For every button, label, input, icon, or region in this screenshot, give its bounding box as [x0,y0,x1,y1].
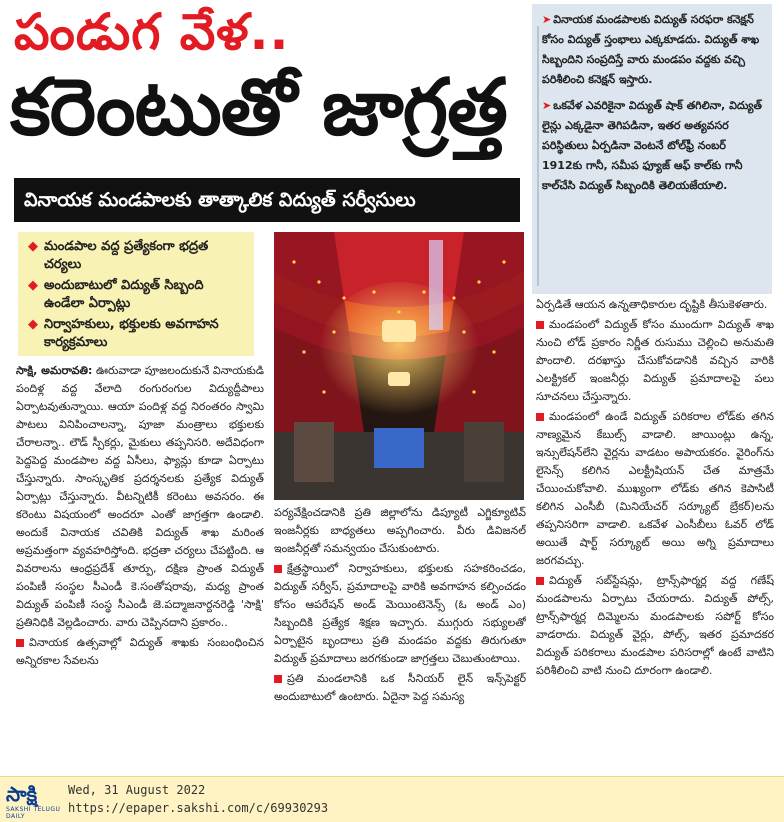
arrow-bullet-icon: ➤ [542,99,552,112]
sidebox-item: ➤ వినాయక మండపాలకు విద్యుత్ సరఫరా కనెక్షన్ కోసం విద్యుత్ స్తంభాలు ఎక్కకూడదు. విద్యుత్ శాఖ సిబ్బందిని సంప్రదిస్తే వారు మండపం వద్దకు వచ్చి పరిశీలించి కనెక్షన్ ఇస్తారు. [542,13,760,86]
epaper-link[interactable]: https://epaper.sakshi.com/c/69930293 [68,801,329,815]
article-bullet: ప్రతి మండలానికి ఒక సీనియర్ లైన్ ఇన్స్‌పెక్టర్ అందుబాటులో ఉంటారు. ఏదైనా పెద్ద సమస్య [274,672,526,703]
article-bullet: మండపంలో ఉండే విద్యుత్ పరికరాల లోడ్‌కు తగిన నాణ్యమైన కేబుల్స్ వాడాలి. జాయింట్లు ఉన్న, ఇన్సులేషన్‌లేని వైర్లను వాడటం అపాయకరం. వైరింగ్‌ను లైసెన్స్ కలిగిన ఎలక్ట్రీషియన్ చేత మాత్రమే చేయించుకోవాలి. ముఖ్యంగా లోడ్‌కు తగిన కెపాసిటీ కలిగిన ఎంసీబీ (మినియేచర్ సర్క్యూట్ బ్రేకర్)లను తప్పనిసరిగా వాడాలి. ఒకవేళ ఎంసీబీలు ఓవర్ లోడ్ అయితే షార్ట్ సర్క్యూట్ అయి అగ్ని ప్రమాదాలు జరగవచ్చు. [536,410,774,567]
mandapam-lights-photo [274,232,524,500]
article-bullet: విద్యుత్ సబ్‌స్టేషన్లు, ట్రాన్స్‌ఫార్మర్ల వద్ద గణేష్ మండపాలను ఏర్పాటు చేయరాదు. విద్యుత్ పోల్స్, ట్రాన్స్‌ఫార్మర్ల దిమ్మెలను మండపాలకు సపోర్ట్ కోసం వాడరాదు. విద్యుత్ వైర్లు, పోల్స్, ఇతర ప్రమాదకర విద్యుత్ పరికరాలు మండపాల పరిసరాల్లో ఉంటే వాటిని పరిశీలించి వాటి నుంచి దూరంగా ఉండాలి. [536,574,774,677]
subheadline-bar: వినాయక మండపాలకు తాత్కాలిక విద్యుత్ సర్వీసులు [14,178,520,222]
article-paragraph: సాక్షి, అమరావతి: ఊరువాడా పూజలందుకునే వినాయకుడి పందిళ్ల వద్ద వేలాది రంగురంగుల విద్యుద్దీపాలు ఏర్పాటవుతున్నాయి. ఆయా పందిళ్ల వద్ద నిరంతరం స్వామి పాటలు వినిపించాలన్నా, పూజా మంత్రాలు భక్తులకు చేరాలన్నా.. లౌడ్ స్పీకర్లు, మైకులు తప్పనిసరి. అదేవిధంగా పెద్దపెద్ద మండపాల వద్ద ఏసీలు, ఫ్యాన్లు కూడా ఏర్పాటు చేస్తున్నారు. సాంస్కృతిక ప్రదర్శనలకు ప్రత్యేక విద్యుత్ ఏర్పాట్లు చేస్తున్నారు. వీటన్నిటికీ కరెంటు అవసరం. ఈ కరెంటు విషయంలో అందరూ ఎంతో జాగ్రత్తగా ఉండాలి. అందుకే వినాయక చవితికి విద్యుత్ శాఖ మరింత అప్రమత్తంగా వ్యవహరిస్తోంది. భద్రతా చర్యలు చేపట్టింది. ఆ వివరాలను ఆంధ్రప్రదేశ్ తూర్పు, దక్షిణ ప్రాంత విద్యుత్ పంపిణీ సంస్థల సీఎండీ కె.సంతోషరావు, మధ్య ప్రాంత విద్యుత్ పంపిణీ సంస్థ సీఎండీ జె.పద్మాజనార్దనరెడ్డి 'సాక్షి' ప్రతినిధికి వెల్లడించారు. వారు చెప్పినదాని ప్రకారం.. [16,364,264,629]
square-bullet-icon [536,321,544,329]
epaper-footer [0,776,784,822]
article-column-3 [536,296,774,750]
article-column-1 [16,362,264,748]
highlight-item: ◆ మండపాల వద్ద ప్రత్యేకంగా భద్రత చర్యలు [28,239,209,272]
highlights-box [18,232,254,356]
diamond-bullet-icon: ◆ [28,278,38,293]
arrow-bullet-icon: ➤ [542,13,552,26]
highlight-item: ◆ అందుబాటులో విద్యుత్ సిబ్బంది ఉండేలా ఏర్పాట్లు [28,278,204,311]
article-column-2 [274,504,526,750]
sidebox-rule [537,26,539,286]
diamond-bullet-icon: ◆ [28,317,38,332]
highlight-item: ◆ నిర్వాహకులు, భక్తులకు అవగాహన కార్యక్రమాలు [28,317,219,350]
article-bullet: క్షేత్రస్థాయిలో నిర్వాహకులు, భక్తులకు సహకరించడం, విద్యుత్ సర్వీస్, ప్రమాదాలపై వారికి అవగాహన కల్పించడం కోసం ఆపరేషన్ అండ్ మెయింటెనెన్స్ (ఓ అండ్ ఎం) సిబ్బందికి ప్రత్యేక శిక్షణ ఇచ్చారు. ముగ్గురు సభ్యులతో ఏర్పాటైన బృందాలు ప్రతి మండపం వద్దకు తిరుగుతూ విద్యుత్ ప్రమాదాలు జరగకుండా జాగ్రత్తలు చెబుతుంటాయి. [274,562,526,665]
sakshi-logo: సాక్షి SAKSHI TELUGU DAILY [6,782,61,820]
mandapam-lights-illustration [274,232,524,500]
square-bullet-icon [16,639,24,647]
article-bullet: మండపంలో విద్యుత్ కోసం ముందుగా విద్యుత్ శాఖ నుంచి లోడ్ ప్రకారం నిర్ణీత రుసుము చెల్లించి అనుమతి పొందాలి. దరఖాస్తు చేసుకోవడానికి వచ్చిన వారికి ఎలక్ట్రికల్ ఇంజనీర్లు విద్యుత్ ప్రమాదాలపై పలు సూచనలు చేస్తున్నారు. [536,318,774,403]
edition-date: Wed, 31 August 2022 [68,783,206,797]
headline: కరెంటుతో జాగ్రత్త [10,63,507,153]
article-bullet: వినాయక ఉత్సవాల్లో విద్యుత్ శాఖకు సంబంధించిన అన్నిరకాల సేవలను [16,636,264,667]
square-bullet-icon [274,565,282,573]
info-sidebox [532,4,772,294]
diamond-bullet-icon: ◆ [28,239,38,254]
article-paragraph: పర్యవేక్షించడానికి ప్రతి జిల్లాలోను డిప్యూటీ ఎగ్జిక్యూటివ్ ఇంజనీర్లకు బాధ్యతలు అప్పగించారు. వీరు డివిజనల్ ఇంజనీర్లతో సమన్వయం చేసుకుంటారు. [274,506,526,555]
sidebox-item: ➤ ఒకవేళ ఎవరికైనా విద్యుత్ షాక్ తగిలినా, విద్యుత్ లైన్లు ఎక్కడైనా తెగిపడినా, ఇతర అత్యవసర పరిస్థితులు ఏర్పడినా వెంటనే టోల్‌ఫ్రీ నంబర్ 1912కు గానీ, సమీప ఫ్యూజ్ ఆఫ్ కాల్‌కు గానీ కాల్‌చేసి విద్యుత్ సిబ్బందికి తెలియజేయాలి. [542,99,762,192]
square-bullet-icon [274,675,282,683]
article-paragraph: ఏర్పడితే ఆయన ఉన్నతాధికారుల దృష్టికి తీసుకెళతారు. [536,298,768,311]
dateline: సాక్షి, అమరావతి: [16,364,93,377]
headline-kicker: పండుగ వేళ.. [14,3,290,61]
square-bullet-icon [536,413,544,421]
square-bullet-icon [536,577,544,585]
